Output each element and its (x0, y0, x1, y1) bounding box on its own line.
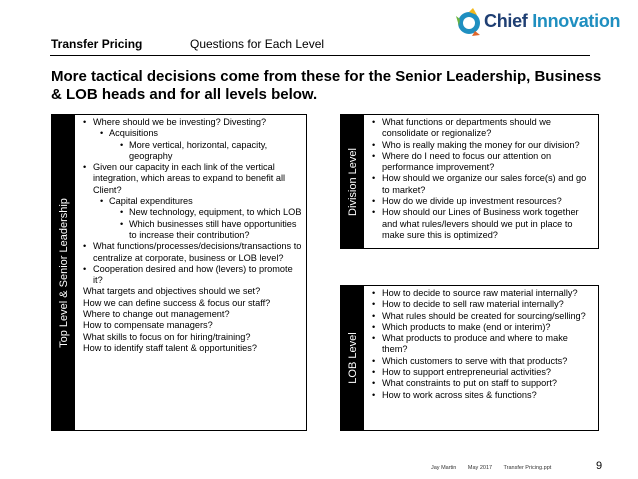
panel-side-band (341, 286, 364, 430)
question-item (83, 196, 302, 207)
question-item (83, 332, 302, 343)
question-text: More vertical, horizontal, capacity, geography (129, 139, 268, 161)
question-item (372, 299, 594, 310)
question-item (83, 162, 302, 196)
question-text: How to support entrepreneurial activities? (382, 367, 552, 378)
panel-label-division-level: Division Level (346, 147, 359, 216)
division-level-question-list (372, 117, 594, 241)
question-item (372, 311, 594, 322)
question-item (83, 140, 302, 163)
question-item (372, 207, 594, 241)
question-item (372, 378, 594, 389)
question-item (372, 390, 594, 401)
top-level-question-list (83, 117, 302, 354)
question-text: What rules should be created for sourcing/selling? (382, 310, 586, 321)
bullet-icon: • (372, 378, 376, 389)
bullet-icon: • (372, 355, 376, 366)
question-text: Which customers to serve with that products? (382, 355, 568, 366)
panel-division-level (340, 114, 599, 249)
question-text: Where do I need to focus our attention on performance improvement? (382, 150, 552, 173)
question-item (372, 140, 594, 151)
question-item (372, 173, 594, 196)
header-subtitle: Questions for Each Level (190, 37, 325, 51)
question-item (83, 320, 302, 331)
question-text: How we can define success & focus our staff? (83, 297, 271, 308)
bullet-icon: • (372, 321, 376, 332)
question-text: What products to produce and where to make them? (382, 333, 568, 355)
question-item (372, 196, 594, 207)
question-text: Where should we be investing? Divesting? (93, 117, 267, 127)
footer-author: Jay Martin (431, 465, 457, 471)
question-item (83, 309, 302, 320)
bullet-icon: • (83, 117, 87, 127)
bullet-icon: • (372, 139, 376, 150)
bullet-icon: • (372, 117, 376, 127)
bullet-icon: • (372, 389, 376, 400)
question-text: How to work across sites & functions? (382, 389, 537, 400)
question-text: Which businesses still have opportunities to increase their contribution? (129, 218, 297, 240)
bullet-icon: • (100, 196, 104, 207)
question-text: How should we organize our sales force(s) and go to market? (382, 173, 587, 195)
bullet-icon: • (120, 207, 124, 218)
question-text: What functions/processes/decisions/transactions to centralize at corporate, business or LOB level? (93, 241, 302, 263)
question-item (372, 151, 594, 174)
bullet-icon: • (372, 196, 376, 207)
question-text: Which products to make (end or interim)? (382, 321, 551, 332)
footer-date: May 2017 (467, 465, 493, 471)
panel-side-band (341, 115, 364, 248)
header-rule (50, 55, 590, 56)
question-item (372, 117, 594, 140)
bullet-icon: • (372, 310, 376, 321)
question-text: What functions or departments should we consolidate or regionalize? (382, 117, 552, 139)
question-text: How to decide to sell raw material internally? (382, 299, 564, 310)
question-text: Acquisitions (109, 128, 159, 139)
headline: More tactical decisions come from these for the Senior Leadership, Business & LOB heads and for all levels below. (51, 68, 602, 103)
page-number: 9 (596, 460, 603, 472)
company-logo (455, 6, 631, 40)
question-text: New technology, equipment, to which LOB (129, 207, 302, 218)
question-item (83, 219, 302, 242)
question-item (83, 241, 302, 264)
question-text: What targets and objectives should we set? (83, 286, 261, 297)
bullet-icon: • (372, 367, 376, 378)
question-text: How should our Lines of Business work together and what rules/levers should we put in place to make sure this is optimized? (382, 207, 579, 240)
bullet-icon: • (372, 333, 376, 344)
question-item (372, 356, 594, 367)
question-text: Capital expenditures (109, 196, 193, 207)
question-text: Given our capacity in each link of the vertical integration, which areas to expand to benefit all Client? (93, 162, 286, 195)
question-item (83, 264, 302, 287)
question-item (372, 333, 594, 356)
question-text: Cooperation desired and how (levers) to promote it? (93, 263, 293, 286)
question-text: How do we divide up investment resources? (382, 196, 562, 207)
question-item (83, 128, 302, 139)
bullet-icon: • (120, 218, 124, 229)
bullet-icon: • (100, 128, 104, 139)
lob-level-question-list (372, 288, 594, 401)
footer (431, 465, 561, 471)
question-text: What constraints to put on staff to support? (382, 378, 558, 389)
bullet-icon: • (372, 207, 376, 218)
bullet-icon: • (83, 263, 87, 274)
bullet-icon: • (83, 162, 87, 173)
question-item (83, 343, 302, 354)
question-text: Who is really making the money for our division? (382, 139, 580, 150)
question-text: What skills to focus on for hiring/training? (83, 331, 251, 342)
question-text: How to decide to source raw material internally? (382, 288, 578, 298)
panel-label-top-level: Top Level & Senior Leadership (57, 197, 70, 348)
bullet-icon: • (372, 288, 376, 298)
question-text: How to compensate managers? (83, 320, 213, 331)
panel-label-lob-level: LOB Level (346, 332, 359, 384)
question-item (372, 367, 594, 378)
question-item (83, 117, 302, 128)
bullet-icon: • (372, 150, 376, 161)
panel-side-band (52, 115, 75, 430)
question-text: Where to change out management? (83, 309, 230, 320)
panel-top-level (51, 114, 307, 431)
question-text: How to identify staff talent & opportunities? (83, 342, 257, 353)
bullet-icon: • (120, 139, 124, 150)
bullet-icon: • (83, 241, 87, 252)
logo-text-innovation: Innovation (532, 11, 621, 31)
header-title: Transfer Pricing (51, 37, 143, 51)
question-item (83, 207, 302, 218)
panel-lob-level (340, 285, 599, 431)
footer-file: Transfer Pricing.ppt (503, 465, 552, 471)
bullet-icon: • (372, 173, 376, 184)
question-item (83, 286, 302, 297)
question-item (372, 288, 594, 299)
question-item (83, 298, 302, 309)
question-item (372, 322, 594, 333)
logo-text-chief: Chief (484, 11, 528, 31)
bullet-icon: • (372, 299, 376, 310)
chief-innovation-logo-icon (455, 6, 485, 40)
